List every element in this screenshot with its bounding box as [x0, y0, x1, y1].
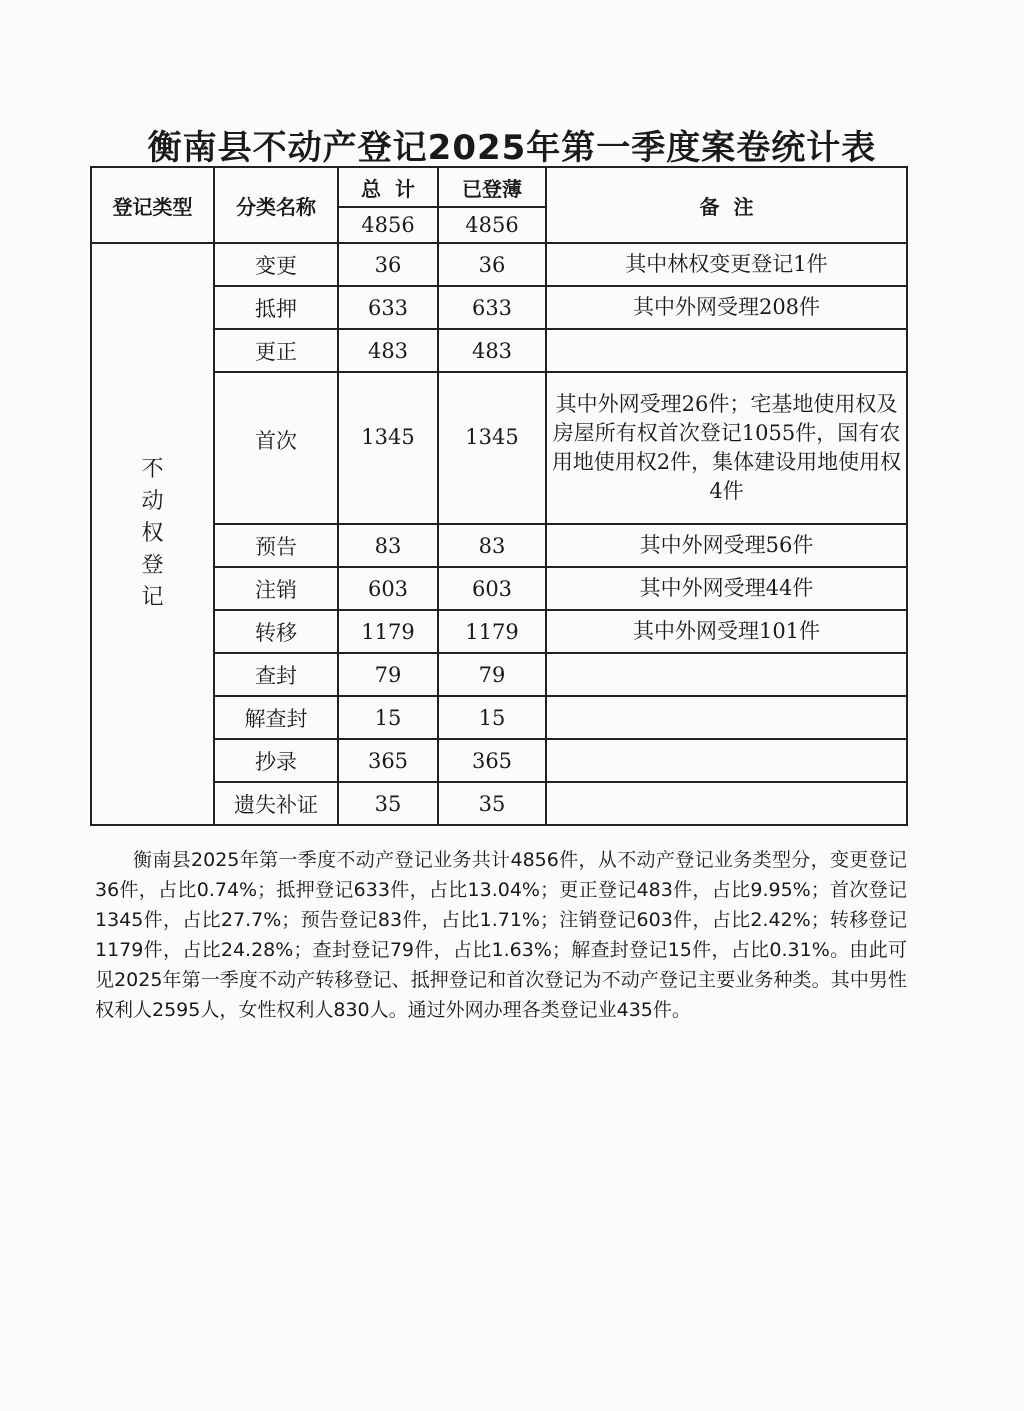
table-row — [91, 696, 907, 739]
grand-total-value: 4856 — [338, 207, 438, 243]
row-registered: 1179 — [438, 610, 546, 653]
table-row — [91, 610, 907, 653]
table-row — [91, 567, 907, 610]
table-row — [91, 372, 907, 524]
row-registered: 365 — [438, 739, 546, 782]
row-name: 抄录 — [214, 739, 338, 782]
row-total: 1179 — [338, 610, 438, 653]
table-row — [91, 286, 907, 329]
header-row — [91, 167, 907, 207]
header-registered: 已登薄 — [438, 167, 546, 207]
row-total: 79 — [338, 653, 438, 696]
row-name: 转移 — [214, 610, 338, 653]
row-note: 其中外网受理56件 — [546, 524, 907, 567]
row-total: 35 — [338, 782, 438, 825]
table-row — [91, 524, 907, 567]
row-registered: 36 — [438, 243, 546, 286]
row-name: 首次 — [214, 372, 338, 524]
row-name: 更正 — [214, 329, 338, 372]
row-registered: 633 — [438, 286, 546, 329]
table-row — [91, 739, 907, 782]
row-registered: 603 — [438, 567, 546, 610]
document-title: 衡南县不动产登记2025年第一季度案卷统计表 — [147, 128, 877, 168]
row-registered: 35 — [438, 782, 546, 825]
row-total: 365 — [338, 739, 438, 782]
header-registration-type: 登记类型 — [91, 167, 214, 243]
row-registered: 15 — [438, 696, 546, 739]
row-name: 抵押 — [214, 286, 338, 329]
row-total: 83 — [338, 524, 438, 567]
row-note: 其中外网受理44件 — [546, 567, 907, 610]
row-registered: 483 — [438, 329, 546, 372]
table-row — [91, 243, 907, 286]
row-total: 483 — [338, 329, 438, 372]
row-note — [546, 653, 907, 696]
row-name: 解查封 — [214, 696, 338, 739]
header-category-name: 分类名称 — [214, 167, 338, 243]
row-name: 预告 — [214, 524, 338, 567]
table-row — [91, 782, 907, 825]
row-note — [546, 696, 907, 739]
row-total: 15 — [338, 696, 438, 739]
group-label-real-estate-registration: 不 动 权 登 记 — [91, 243, 214, 825]
header-notes: 备 注 — [546, 167, 907, 243]
row-total: 603 — [338, 567, 438, 610]
summary-paragraph: 衡南县2025年第一季度不动产登记业务共计4856件，从不动产登记业务类型分，变更登记36件，占比0.74%；抵押登记633件，占比13.04%；更正登记483件，占比9.95%；首次登记1345件，占比27.7%；预告登记83件，占比1.71%；注销登记603件，占比2.42%；转移登记1179件，占比24.28%；查封登记79件，占比1.63%；解查封登记15件，占比0.31%。由此可见2025年第一季度不动产转移登记、抵押登记和首次登记为不动产登记主要业务种类。其中男性权利人2595人，女性权利人830人。通过外网办理各类登记业435件。 — [95, 849, 907, 1021]
table-row — [91, 653, 907, 696]
row-total: 633 — [338, 286, 438, 329]
row-note: 其中外网受理208件 — [546, 286, 907, 329]
row-note — [546, 782, 907, 825]
row-name: 遗失补证 — [214, 782, 338, 825]
row-registered: 83 — [438, 524, 546, 567]
row-total: 1345 — [338, 372, 438, 524]
grand-registered-value: 4856 — [438, 207, 546, 243]
row-note — [546, 329, 907, 372]
row-note: 其中林权变更登记1件 — [546, 243, 907, 286]
row-note — [546, 739, 907, 782]
row-note: 其中外网受理26件；宅基地使用权及房屋所有权首次登记1055件，国有农用地使用权2件，集体建设用地使用权4件 — [546, 372, 907, 524]
statistics-table — [90, 166, 908, 826]
row-registered: 79 — [438, 653, 546, 696]
row-note: 其中外网受理101件 — [546, 610, 907, 653]
row-name: 注销 — [214, 567, 338, 610]
header-total: 总 计 — [338, 167, 438, 207]
table-row — [91, 329, 907, 372]
row-name: 查封 — [214, 653, 338, 696]
row-registered: 1345 — [438, 372, 546, 524]
row-total: 36 — [338, 243, 438, 286]
row-name: 变更 — [214, 243, 338, 286]
